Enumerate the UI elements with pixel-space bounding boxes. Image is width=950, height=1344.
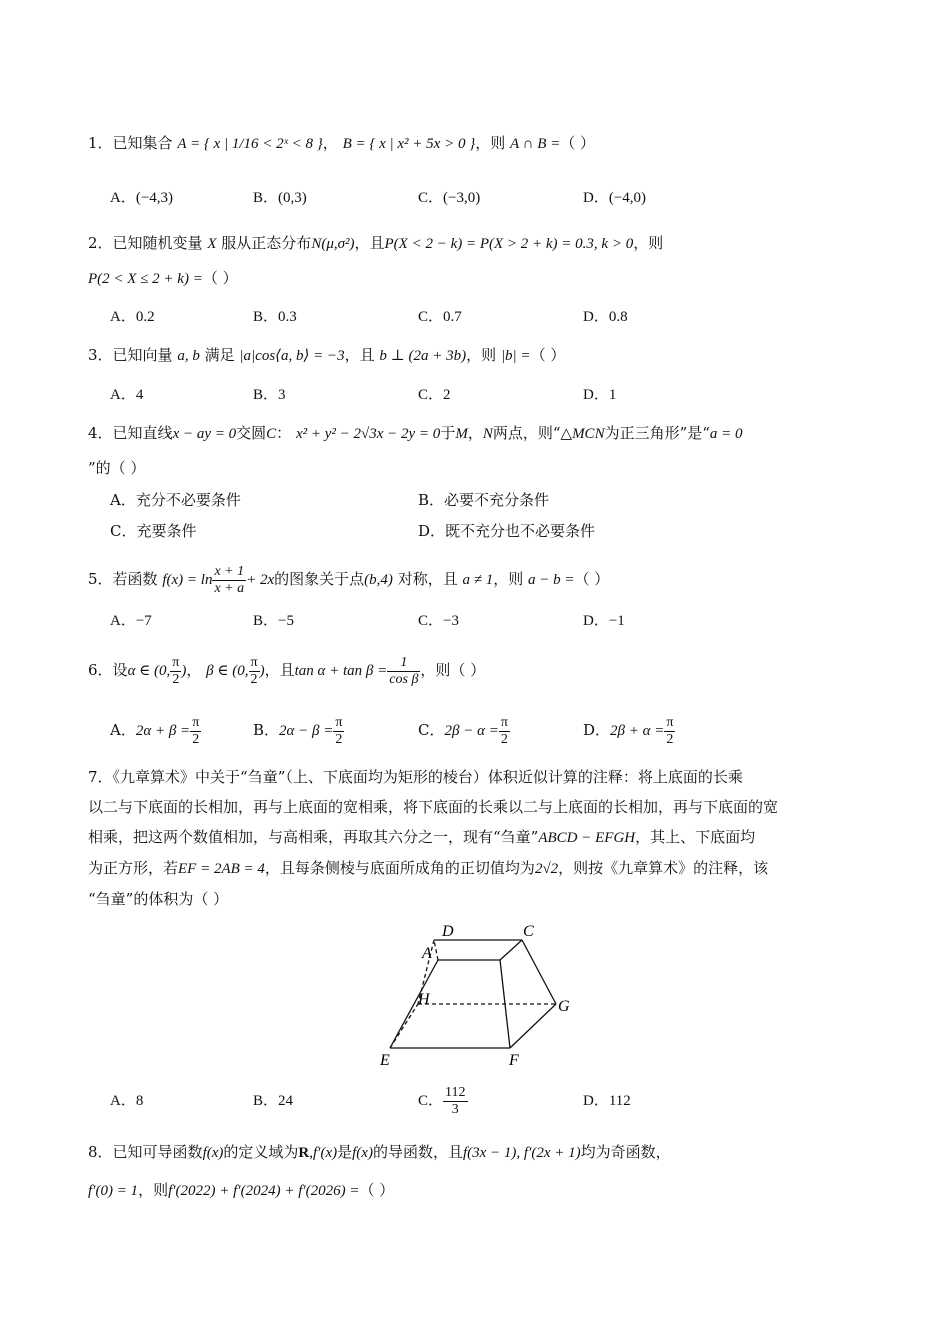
question-3	[88, 345, 565, 366]
stem-text: 的图象关于点	[274, 570, 365, 588]
option-label: D．	[583, 387, 609, 403]
option-text: 2α + β =	[135, 723, 191, 739]
fraction-denominator: 2	[500, 731, 508, 747]
math-edge: EF = 2AB = 4	[178, 861, 265, 877]
option-label: C．	[418, 721, 445, 739]
question-4	[88, 423, 743, 444]
fraction	[170, 655, 181, 688]
option-a[interactable]	[110, 712, 201, 749]
math-c: C	[266, 426, 277, 442]
option-text: (−3,0)	[443, 190, 481, 206]
option-label: C．	[418, 613, 444, 629]
stem-text: ，则	[493, 570, 524, 588]
option-a[interactable]	[110, 611, 152, 631]
option-text: 2β − α =	[444, 723, 499, 739]
option-a[interactable]	[110, 1091, 143, 1111]
option-label: A．	[110, 190, 136, 206]
stem-text: 已知向量	[112, 346, 173, 364]
stem-text: 已知随机变量	[112, 234, 203, 252]
fraction	[249, 655, 260, 688]
math-point: (b,4)	[364, 572, 393, 588]
fraction-numerator: 112	[445, 1085, 466, 1101]
option-d[interactable]	[583, 188, 646, 208]
stem-text: 于	[440, 424, 456, 442]
stem-text: 为正三角形”是“	[604, 424, 710, 442]
option-b[interactable]	[253, 188, 307, 208]
option-text: 既不充分也不必要条件	[445, 522, 596, 540]
fraction	[212, 564, 246, 597]
stem-text: 满足	[204, 346, 235, 364]
stem-text: ，则	[138, 1181, 169, 1199]
option-label: A．	[110, 721, 136, 739]
fraction-denominator: 2	[172, 671, 180, 687]
question-number: 8．	[88, 1143, 113, 1161]
option-c[interactable]	[418, 611, 459, 631]
option-label: B．	[253, 613, 279, 629]
math-perpendicular: b ⊥ (2a + 3b)	[379, 348, 467, 364]
stem-text: ，则	[466, 346, 497, 364]
question-number: 1．	[88, 134, 113, 152]
option-label: C．	[418, 309, 444, 325]
option-text: 必要不充分条件	[444, 491, 550, 509]
fraction-denominator: 2	[192, 731, 200, 747]
fraction	[387, 655, 420, 688]
question-2-line2	[88, 268, 238, 289]
question-4-line2	[88, 458, 145, 478]
stem-text: ，	[186, 661, 202, 679]
stem-text: 服从正态分布	[221, 234, 312, 252]
question-8	[88, 1142, 671, 1163]
question-number: 5．	[88, 570, 113, 588]
option-label: A．	[110, 491, 136, 509]
option-text: (−4,3)	[135, 190, 174, 206]
math-interval: β ∈ (0,	[206, 663, 249, 679]
fraction-denominator: 3	[451, 1102, 459, 1118]
paragraph-text: 相乘，把这两个数值相加，与高相乘，再取其六分之一，现有“刍童”	[88, 828, 539, 846]
option-label: A．	[110, 309, 136, 325]
label-f: F	[509, 1052, 519, 1069]
math-function: f(x) = ln	[162, 572, 213, 588]
question-8-line2	[88, 1180, 394, 1201]
label-h: H	[418, 991, 430, 1008]
option-c[interactable]	[418, 712, 510, 749]
label-a: A	[422, 945, 432, 962]
option-text: 4	[135, 387, 144, 403]
option-label: B．	[253, 721, 280, 739]
stem-text: 两点，则“	[492, 424, 561, 442]
label-g: G	[558, 998, 570, 1015]
answer-blank: （ ）	[202, 269, 238, 287]
question-7	[88, 762, 858, 914]
option-b[interactable]	[253, 611, 294, 631]
stem-text: ，则	[475, 134, 506, 152]
fraction-denominator: cos β	[389, 671, 419, 687]
fraction-denominator: 2	[250, 671, 258, 687]
fraction-numerator: π	[250, 654, 258, 670]
option-text: 充要条件	[136, 522, 197, 540]
option-text: −1	[608, 613, 625, 629]
stem-text: 已知集合	[112, 134, 173, 152]
answer-blank: （ ）	[574, 570, 610, 588]
option-label: D．	[583, 309, 609, 325]
math-term: + 2x	[246, 572, 275, 588]
math-magnitude: |b| =	[500, 348, 531, 364]
option-d[interactable]	[583, 611, 625, 631]
stem-text: 交圆	[236, 424, 267, 442]
fraction	[664, 715, 675, 748]
stem-text: 的定义域为	[223, 1143, 299, 1161]
option-label: D．	[418, 522, 446, 540]
fraction-numerator: π	[500, 714, 508, 730]
stem-text: ，且	[264, 661, 295, 679]
stem-text: ，	[467, 424, 483, 442]
answer-blank: ，则（ ）	[420, 661, 486, 679]
answer-blank: ”的（ ）	[88, 459, 146, 477]
question-5	[88, 562, 609, 597]
math-tangent: 2√2	[534, 861, 559, 877]
stem-text: ，且	[344, 346, 375, 364]
option-c[interactable]	[418, 307, 462, 327]
fraction-numerator: 1	[387, 655, 420, 672]
stem-text: ,	[309, 1145, 313, 1161]
option-text: −7	[135, 613, 152, 629]
option-label: A．	[110, 387, 136, 403]
option-a[interactable]	[110, 385, 143, 405]
option-c[interactable]	[418, 188, 480, 208]
set-a-expression: A = { x | 1/16 < 2ˣ < 8 }	[177, 136, 323, 152]
math-projection: |a|cos⟨a, b⟩ = −3	[239, 348, 345, 364]
option-text: 3	[278, 387, 286, 403]
option-d[interactable]	[583, 1091, 631, 1111]
option-b[interactable]	[253, 307, 297, 327]
math-x: X	[207, 236, 217, 252]
option-text: 0.7	[443, 309, 462, 325]
option-label: C．	[418, 387, 444, 403]
option-label: A．	[110, 1093, 136, 1109]
fraction-denominator: 2	[335, 731, 343, 747]
math-equation: tan α + tan β =	[294, 663, 388, 679]
stem-text: 是	[337, 1143, 353, 1161]
option-text: 0.2	[135, 309, 155, 325]
option-d[interactable]	[583, 712, 675, 749]
question-7-line4	[88, 853, 858, 884]
option-d[interactable]	[583, 385, 616, 405]
option-d[interactable]	[418, 521, 595, 541]
fraction-denominator: 2	[666, 731, 674, 747]
math-function: f(x)	[352, 1145, 373, 1161]
question-7-line5: “刍童”的体积为（ ）	[88, 890, 229, 908]
math-derivative: f′(x)	[313, 1145, 338, 1161]
math-condition: a = 0	[709, 426, 743, 442]
math-normal: N(μ,σ²)	[311, 236, 355, 252]
question-6	[88, 652, 485, 689]
option-label: B．	[253, 190, 279, 206]
paragraph-text: 为正方形，若	[88, 859, 179, 877]
option-b[interactable]	[418, 490, 549, 510]
option-label: C．	[110, 522, 137, 540]
fraction	[499, 715, 510, 748]
fraction-numerator: x + 1	[214, 563, 245, 579]
option-a[interactable]	[110, 188, 173, 208]
fraction	[443, 1085, 467, 1118]
answer-blank: （ ）	[560, 134, 596, 152]
paragraph-text: ，则按《九章算术》的注释，该	[558, 859, 769, 877]
math-expression: a − b =	[528, 572, 575, 588]
question-number: 2．	[88, 234, 113, 252]
option-text: 0.8	[608, 309, 628, 325]
fraction-numerator: π	[192, 714, 200, 730]
option-label: D．	[583, 721, 611, 739]
option-label: C．	[418, 1093, 444, 1109]
option-b[interactable]	[253, 712, 344, 749]
stem-text: 若函数	[112, 570, 158, 588]
question-number: 7．	[88, 768, 113, 786]
question-2	[88, 233, 663, 254]
option-text: 充分不必要条件	[135, 491, 241, 509]
stem-text: 已知直线	[112, 424, 173, 442]
option-label: D．	[583, 613, 609, 629]
option-d[interactable]	[583, 307, 628, 327]
option-c[interactable]	[418, 385, 451, 405]
option-text: (−4,0)	[608, 190, 647, 206]
math-condition: a ≠ 1	[462, 572, 494, 588]
stem-text: 对称，且	[397, 570, 458, 588]
intersection-expression: A ∩ B =	[510, 136, 561, 152]
option-label: B．	[253, 309, 279, 325]
stem-text: ，且	[354, 234, 385, 252]
option-text: 1	[608, 387, 617, 403]
option-text: 0.3	[278, 309, 297, 325]
option-a[interactable]	[110, 307, 155, 327]
option-text: 24	[278, 1093, 294, 1109]
math-circle: x² + y² − 2√3x − 2y = 0	[295, 426, 441, 442]
option-c[interactable]	[418, 1080, 468, 1122]
stem-text: ：	[276, 424, 292, 442]
question-7-line2: 以二与下底面的长相加，再与上底面的宽相乘，将下底面的长乘以二与上底面的长相加，再与下底面的宽	[88, 798, 779, 816]
math-reals: R	[298, 1145, 310, 1161]
option-label: D．	[583, 1093, 609, 1109]
label-e: E	[380, 1052, 390, 1069]
option-text: 8	[135, 1093, 144, 1109]
fraction-numerator: π	[666, 714, 674, 730]
paragraph-text: ，且每条侧棱与底面所成角的正切值均为	[264, 859, 535, 877]
option-text: −5	[278, 613, 294, 629]
answer-blank: （ ）	[530, 346, 566, 364]
question-number: 3．	[88, 346, 113, 364]
option-label: B．	[418, 491, 445, 509]
stem-text: 设	[112, 661, 128, 679]
stem-text: ，则	[633, 234, 664, 252]
set-b-expression: B = { x | x² + 5x > 0 }	[342, 136, 476, 152]
math-paren: )	[181, 663, 187, 679]
option-text: 2β + α =	[610, 723, 665, 739]
option-label: B．	[253, 1093, 279, 1109]
option-label: D．	[583, 190, 609, 206]
math-probability: P(X < 2 − k) = P(X > 2 + k) = 0.3, k > 0	[384, 236, 634, 252]
option-c[interactable]	[110, 521, 197, 541]
option-text: −3	[443, 613, 459, 629]
fraction-denominator: x + a	[214, 580, 245, 596]
math-function: f(x)	[202, 1145, 224, 1161]
question-1	[88, 133, 595, 154]
option-label: A．	[110, 613, 136, 629]
stem-text: 的导函数，且	[372, 1143, 463, 1161]
math-vectors: a, b	[177, 348, 200, 364]
paragraph-text: ，其上、下底面均	[635, 828, 756, 846]
stem-text: 均为奇函数，	[580, 1143, 671, 1161]
option-text: 112	[608, 1093, 631, 1109]
math-solid: ABCD − EFGH	[538, 830, 636, 846]
answer-blank: （ ）	[359, 1181, 395, 1199]
question-7-line3	[88, 822, 858, 853]
math-paren: )	[259, 663, 265, 679]
fraction	[333, 715, 344, 748]
stem-text: ，	[322, 134, 338, 152]
math-line: x − ay = 0	[172, 426, 237, 442]
option-b[interactable]	[253, 385, 286, 405]
option-text: (0,3)	[278, 190, 307, 206]
option-label: C．	[418, 190, 444, 206]
math-interval: α ∈ (0,	[127, 663, 171, 679]
math-odd-functions: f(3x − 1), f′(2x + 1)	[462, 1145, 581, 1161]
option-a[interactable]	[110, 490, 241, 510]
math-triangle: △MCN	[560, 426, 605, 442]
option-label: B．	[253, 387, 279, 403]
frustum-figure	[370, 918, 580, 1073]
math-m: M	[455, 426, 468, 442]
math-probability: P(2 < X ≤ 2 + k) =	[88, 271, 203, 287]
fraction-numerator: π	[335, 714, 343, 730]
option-b[interactable]	[253, 1091, 293, 1111]
math-initial: f′(0) = 1	[88, 1183, 139, 1199]
option-text: 2	[443, 387, 451, 403]
question-number: 6．	[88, 661, 113, 679]
stem-text: 已知可导函数	[112, 1143, 203, 1161]
paragraph-text: 《九章算术》中关于“刍童”（上、下底面均为矩形的棱台）体积近似计算的注释：将上底面的长乘	[112, 768, 743, 786]
fraction-numerator: π	[172, 654, 180, 670]
question-7-line1	[88, 762, 858, 792]
label-d: D	[442, 923, 454, 940]
question-number: 4．	[88, 424, 113, 442]
math-n: N	[482, 426, 493, 442]
math-sum: f′(2022) + f′(2024) + f′(2026) =	[168, 1183, 360, 1199]
option-text: 2α − β =	[279, 723, 334, 739]
fraction	[190, 715, 201, 748]
label-c: C	[523, 923, 534, 940]
